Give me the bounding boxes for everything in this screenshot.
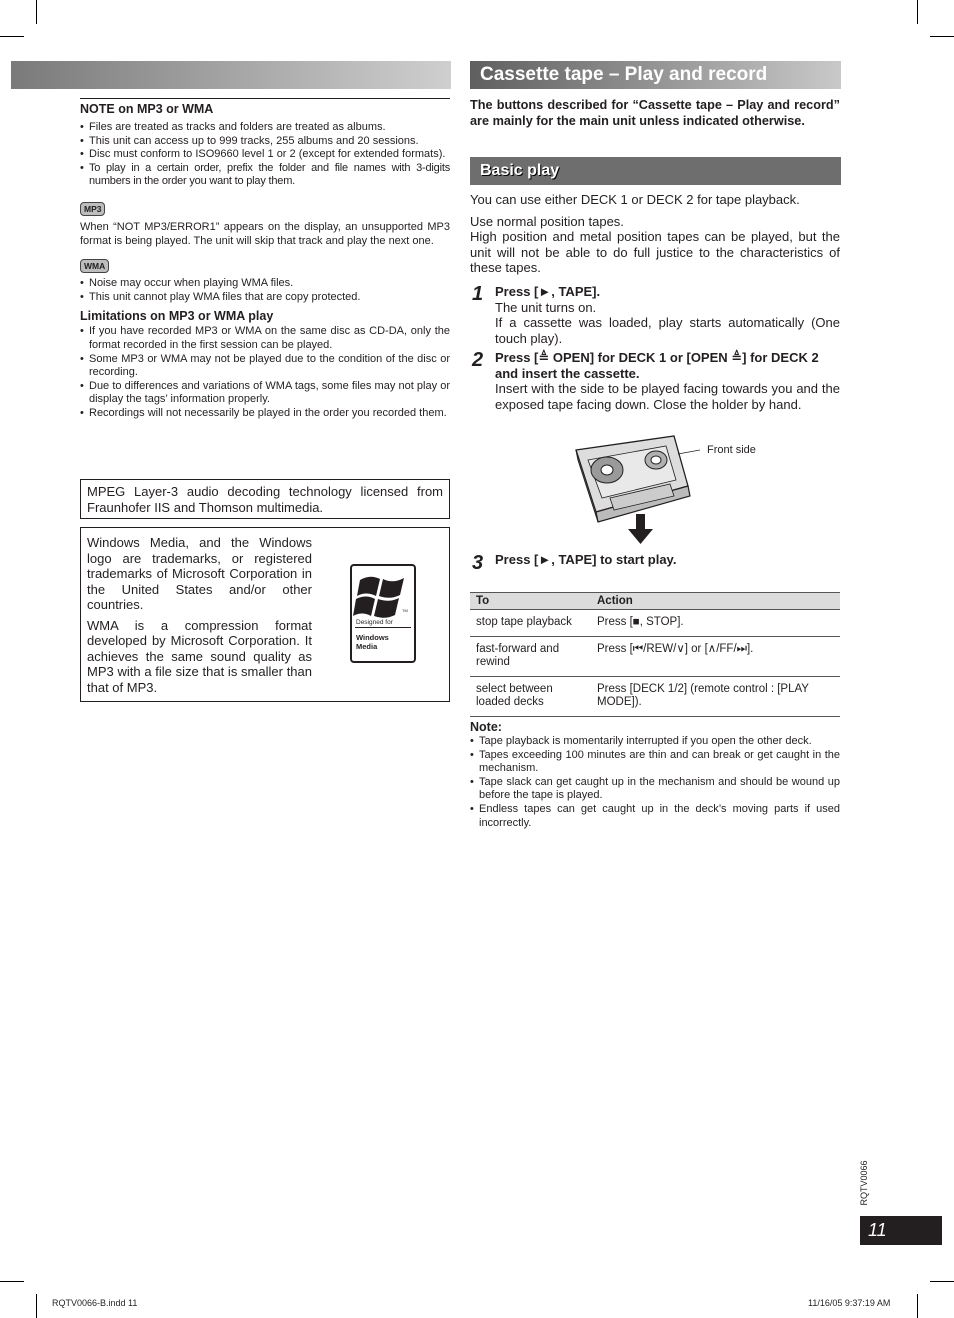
step-3-number: 3	[472, 552, 484, 574]
list-item: • Disc must conform to ISO9660 level 1 or 2 (except for extended formats).	[80, 148, 450, 162]
limitations-list	[80, 325, 450, 420]
step-1-instruction: Press [►, TAPE].	[495, 284, 601, 299]
mpeg-license-text: MPEG Layer-3 audio decoding technology licensed from Fraunhofer IIS and Thomson multimedia.	[87, 484, 443, 515]
table-row	[470, 636, 840, 676]
list-item: • This unit cannot play WMA files that are copy protected.	[80, 291, 450, 305]
table-cell: Press [DECK 1/2] (remote control : [PLAY MODE]).	[591, 676, 840, 716]
arrow-down-icon	[628, 514, 653, 544]
basic-play-bar	[470, 157, 841, 185]
table-row	[470, 676, 840, 716]
action-table	[470, 592, 840, 717]
para-high-position: High position and metal position tapes can be played, but the unit will not be able to do full justice to the characteristics of these tapes.	[470, 229, 840, 275]
logo-divider	[355, 627, 411, 628]
para-normal-tapes: Use normal position tapes.	[470, 213, 624, 229]
windows-media-box	[80, 527, 450, 702]
list-item: • Files are treated as tracks and folders are treated as albums.	[80, 121, 450, 135]
step-2-instruction: Press [≜ OPEN] for DECK 1 or [OPEN ≜] for DECK 2 and insert the cassette.	[495, 350, 819, 381]
list-item: • Tape playback is momentarily interrupted if you open the other deck.	[470, 735, 840, 749]
list-item: • Recordings will not necessarily be played in the order you recorded them.	[80, 407, 450, 421]
divider	[80, 98, 450, 99]
step-1-line-2: If a cassette was loaded, play starts automatically (One touch play).	[495, 315, 840, 346]
table-cell: Press [⏮/REW/∨] or [∧/FF/⏭].	[591, 636, 840, 676]
para-deck: You can use either DECK 1 or DECK 2 for tape playback.	[470, 192, 800, 207]
leader-line	[678, 450, 700, 454]
list-item: • This unit can access up to 999 tracks, 255 albums and 20 sessions.	[80, 135, 450, 149]
step-2	[495, 350, 840, 412]
windows-media-logo	[350, 564, 416, 663]
note-list	[470, 735, 840, 830]
list-item: • Tape slack can get caught up in the mechanism and should be wound up before the tape is played.	[470, 776, 840, 803]
logo-designed-for: Designed for	[356, 619, 393, 626]
table-cell: Press [■, STOP].	[591, 610, 840, 637]
left-column	[80, 102, 450, 421]
list-item: • To play in a certain order, prefix the folder and file names with 3-digits numbers in the order you want to play them.	[80, 162, 450, 189]
crop-mark	[36, 1294, 37, 1318]
page-title: Cassette tape – Play and record	[480, 64, 768, 85]
crop-mark	[0, 1281, 24, 1282]
list-item: • Noise may occur when playing WMA files.	[80, 277, 450, 291]
list-item: • Tapes exceeding 100 minutes are thin and can break or get caught in the mechanism.	[470, 749, 840, 776]
table-cell: select between loaded decks	[470, 676, 591, 716]
mp3-badge: MP3	[80, 202, 105, 216]
crop-mark	[930, 36, 954, 37]
note-list	[80, 121, 450, 189]
side-code-wrap	[857, 1158, 871, 1210]
section-header-bar	[470, 61, 841, 89]
basic-play-content	[470, 192, 840, 276]
intro-text: The buttons described for “Cassette tape – Play and record” are mainly for the main unit unless indicated otherwise.	[470, 98, 840, 128]
step-3-instruction: Press [►, TAPE] to start play.	[495, 552, 677, 567]
windows-media-text	[87, 535, 312, 695]
step-1-number: 1	[472, 283, 484, 305]
page-number: 11	[868, 1220, 887, 1240]
windows-trademark-text: Windows Media, and the Windows logo are trademarks, or registered trademarks of Microsoft Corporation in the United States and/or other countries.	[87, 535, 312, 612]
wma-badge: WMA	[80, 259, 109, 273]
step-1-line-1: The unit turns on.	[495, 299, 597, 315]
note-section	[470, 720, 840, 830]
wma-description-text: WMA is a compression format developed by Microsoft Corporation. It achieves the same sound quality as MP3 with a file size that is smaller than that of MP3.	[87, 617, 312, 695]
logo-wordmark	[356, 633, 389, 651]
wma-list	[80, 277, 450, 304]
list-item: • Some MP3 or WMA may not be played due to the condition of the disc or recording.	[80, 353, 450, 380]
note-heading: Note:	[470, 720, 502, 734]
step-2-number: 2	[472, 349, 484, 371]
list-item: • Due to differences and variations of WMA tags, some files may not play or display the tags’ information properly.	[80, 380, 450, 407]
left-header-bar	[11, 61, 451, 89]
crop-mark	[36, 0, 37, 24]
limitations-heading: Limitations on MP3 or WMA play	[80, 309, 274, 324]
cassette-illustration	[570, 432, 700, 550]
crop-mark	[917, 1294, 918, 1318]
cassette-icon	[576, 436, 690, 522]
front-side-label: Front side	[707, 444, 756, 456]
logo-media: Media	[356, 642, 378, 651]
crop-mark	[917, 0, 918, 24]
basic-play-heading: Basic play	[480, 162, 560, 179]
logo-windows: Windows	[356, 633, 389, 642]
list-item: • Endless tapes can get caught up in the deck’s moving parts if used incorrectly.	[470, 803, 840, 830]
footer-file-name: RQTV0066-B.indd 11	[52, 1298, 138, 1308]
logo-tm: TM	[402, 608, 408, 613]
table-row	[470, 610, 840, 637]
crop-mark	[930, 1281, 954, 1282]
column-header-to: To	[470, 593, 591, 610]
table-header-row	[470, 593, 840, 610]
page-number-box	[860, 1216, 942, 1245]
mp3-text: When “NOT MP3/ERROR1” appears on the display, an unsupported MP3 format is being played. The unit will skip that track and play the next one.	[80, 220, 450, 247]
mpeg-license-box	[80, 479, 450, 519]
list-item: • If you have recorded MP3 or WMA on the same disc as CD-DA, only the format recorded in the first session can be played.	[80, 325, 450, 352]
side-code: RQTV0066	[859, 1160, 869, 1206]
step-2-text: Insert with the side to be played facing towards you and the exposed tape facing down. Close the holder by hand.	[495, 381, 840, 412]
step-1	[495, 284, 840, 346]
column-header-action: Action	[591, 593, 840, 610]
crop-mark	[0, 36, 24, 37]
table-cell: fast-forward and rewind	[470, 636, 591, 676]
table-cell: stop tape playback	[470, 610, 591, 637]
footer-timestamp: 11/16/05 9:37:19 AM	[808, 1298, 891, 1308]
windows-flag-icon	[352, 566, 414, 622]
note-mp3-wma-heading: NOTE on MP3 or WMA	[80, 102, 214, 116]
